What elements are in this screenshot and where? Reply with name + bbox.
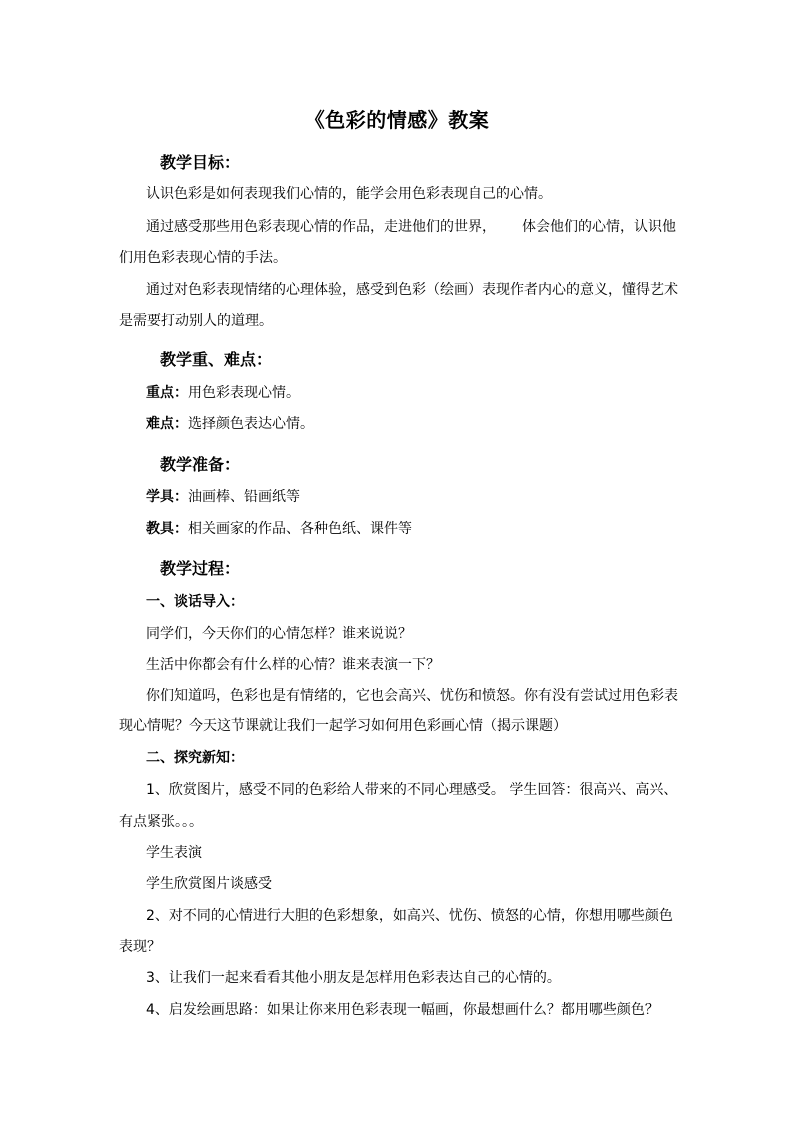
key-point-text: 用色彩表现心情。 [188, 385, 300, 401]
process-item1-student-appreciation: 学生欣赏图片谈感受 [146, 876, 272, 892]
process-item4: 4、启发绘画思路：如果让你来用色彩表现一幅画，你最想画什么？都用哪些颜色？ [146, 1002, 659, 1018]
process-part1-line3-cont: 现心情呢？今天这节课就让我们一起学习如何用色彩画心情（揭示课题） [119, 718, 567, 734]
objectives-paragraph-3: 通过对色彩表现情绪的心理体验，感受到色彩（绘画）表现作者内心的意义，懂得艺术 [146, 282, 678, 298]
objectives-paragraph-2b: 体会他们的心情，认识他 [522, 219, 676, 235]
process-part1-line1: 同学们，今天你们的心情怎样？谁来说说？ [146, 626, 412, 642]
heading-key-points: 教学重、难点： [160, 350, 273, 369]
process-part1-line3: 你们知道吗，色彩也是有情绪的，它也会高兴、忧伤和愤怒。你有没有尝试过用色彩表 [146, 688, 678, 704]
teacher-materials-line [146, 521, 412, 537]
objectives-paragraph-3-cont: 是需要打动别人的道理。 [119, 313, 273, 329]
process-item3: 3、让我们一起来看看其他小朋友是怎样用色彩表达自己的心情的。 [146, 970, 561, 986]
heading-preparation: 教学准备： [160, 455, 241, 474]
process-item2-cont: 表现？ [119, 939, 161, 955]
process-item2: 2、对不同的心情进行大胆的色彩想象，如高兴、忧伤、愤怒的心情，你想用哪些颜色 [146, 908, 673, 924]
difficult-point-line [146, 416, 314, 432]
objectives-paragraph-2-cont: 们用色彩表现心情的手法。 [119, 250, 287, 266]
document-title: 《色彩的情感》教案 [304, 108, 490, 132]
heading-process: 教学过程： [160, 559, 241, 578]
heading-objectives: 教学目标： [160, 153, 241, 172]
difficult-point-text: 选择颜色表达心情。 [188, 416, 314, 432]
key-point-label: 重点： [146, 385, 188, 401]
student-materials-line [146, 489, 300, 505]
student-materials-label: 学具： [146, 489, 188, 505]
student-materials-text: 油画棒、铅画纸等 [188, 489, 300, 505]
difficult-point-label: 难点： [146, 416, 188, 432]
objectives-paragraph-2a: 通过感受那些用色彩表现心情的作品，走进他们的世界， [146, 219, 496, 235]
process-item1-cont: 有点紧张。。。 [119, 814, 203, 830]
teacher-materials-text: 相关画家的作品、各种色纸、课件等 [188, 521, 412, 537]
process-item1: 1、欣赏图片，感受不同的色彩给人带来的不同心理感受。 学生回答：很高兴、高兴、 [146, 782, 678, 798]
key-point-line [146, 385, 300, 401]
objectives-paragraph-1: 认识色彩是如何表现我们心情的，能学会用色彩表现自己的心情。 [146, 186, 552, 202]
process-item1-student-performance: 学生表演 [146, 845, 202, 861]
teacher-materials-label: 教具： [146, 521, 188, 537]
process-part1-line2: 生活中你都会有什么样的心情？谁来表演一下？ [146, 657, 440, 673]
process-part1-heading: 一、谈话导入： [146, 594, 244, 610]
process-part2-heading: 二、探究新知： [146, 750, 244, 766]
